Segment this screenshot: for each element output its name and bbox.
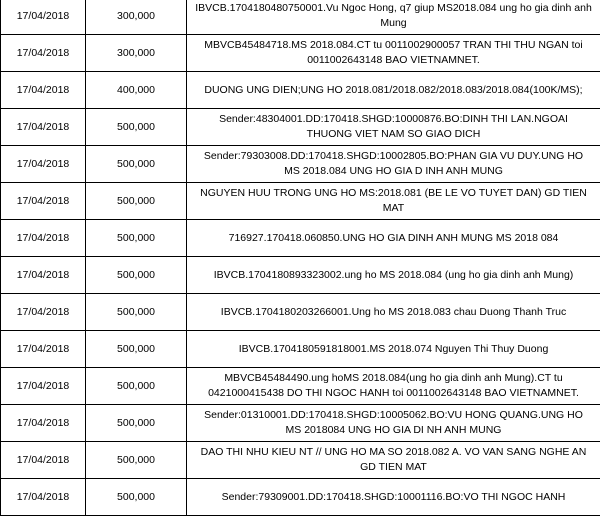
table-row — [1, 479, 600, 516]
description-cell: IBVCB.1704180591818001.MS 2018.074 Nguyen Thi Thuy Duong — [187, 331, 600, 368]
description-cell: Sender:48304001.DD:170418.SHGD:10000876.BO:DINH THI LAN.NGOAI THUONG VIET NAM SO GIAO DICH — [187, 109, 600, 146]
table-row — [1, 331, 600, 368]
date-cell: 17/04/2018 — [1, 183, 86, 220]
date-cell: 17/04/2018 — [1, 220, 86, 257]
table-row — [1, 257, 600, 294]
table-row — [1, 442, 600, 479]
amount-cell: 500,000 — [86, 442, 187, 479]
description-cell: Sender:01310001.DD:170418.SHGD:10005062.BO:VU HONG QUANG.UNG HO MS 2018084 UNG HO GIA DI NH ANH MUNG — [187, 405, 600, 442]
amount-cell: 500,000 — [86, 220, 187, 257]
date-cell: 17/04/2018 — [1, 109, 86, 146]
table-row — [1, 294, 600, 331]
amount-cell: 500,000 — [86, 368, 187, 405]
date-cell: 17/04/2018 — [1, 146, 86, 183]
amount-cell: 500,000 — [86, 146, 187, 183]
table-row — [1, 109, 600, 146]
date-cell: 17/04/2018 — [1, 257, 86, 294]
date-cell: 17/04/2018 — [1, 331, 86, 368]
amount-cell: 500,000 — [86, 257, 187, 294]
description-cell: DAO THI NHU KIEU NT // UNG HO MA SO 2018.082 A. VO VAN SANG NGHE AN GD TIEN MAT — [187, 442, 600, 479]
amount-cell: 500,000 — [86, 294, 187, 331]
date-cell: 17/04/2018 — [1, 72, 86, 109]
description-cell: IBVCB.1704180203266001.Ung ho MS 2018.083 chau Duong Thanh Truc — [187, 294, 600, 331]
date-cell: 17/04/2018 — [1, 0, 86, 35]
table-row — [1, 35, 600, 72]
amount-cell: 300,000 — [86, 0, 187, 35]
table-row — [1, 146, 600, 183]
table-row — [1, 368, 600, 405]
amount-cell: 500,000 — [86, 479, 187, 516]
date-cell: 17/04/2018 — [1, 442, 86, 479]
description-cell: MBVCB45484490.ung hoMS 2018.084(ung ho gia dinh anh Mung).CT tu 0421000415438 DO THI NGOC HANH toi 0011002643148 BAO VIETNAMNET. — [187, 368, 600, 405]
table-row — [1, 0, 600, 35]
description-cell: IBVCB.1704180893323002.ung ho MS 2018.084 (ung ho gia dinh anh Mung) — [187, 257, 600, 294]
description-cell: NGUYEN HUU TRONG UNG HO MS:2018.081 (BE LE VO TUYET DAN) GD TIEN MAT — [187, 183, 600, 220]
amount-cell: 400,000 — [86, 72, 187, 109]
description-cell: 716927.170418.060850.UNG HO GIA DINH ANH MUNG MS 2018 084 — [187, 220, 600, 257]
table-row — [1, 405, 600, 442]
description-cell: DUONG UNG DIEN;UNG HO 2018.081/2018.082/2018.083/2018.084(100K/MS); — [187, 72, 600, 109]
date-cell: 17/04/2018 — [1, 294, 86, 331]
amount-cell: 500,000 — [86, 405, 187, 442]
ledger-body — [1, 0, 600, 516]
date-cell: 17/04/2018 — [1, 35, 86, 72]
amount-cell: 500,000 — [86, 109, 187, 146]
table-row — [1, 220, 600, 257]
amount-cell: 500,000 — [86, 183, 187, 220]
date-cell: 17/04/2018 — [1, 405, 86, 442]
table-row — [1, 72, 600, 109]
description-cell: Sender:79303008.DD:170418.SHGD:10002805.BO:PHAN GIA VU DUY.UNG HO MS 2018.084 UNG HO GIA D INH ANH MUNG — [187, 146, 600, 183]
date-cell: 17/04/2018 — [1, 479, 86, 516]
table-row — [1, 183, 600, 220]
amount-cell: 500,000 — [86, 331, 187, 368]
date-cell: 17/04/2018 — [1, 368, 86, 405]
description-cell: MBVCB45484718.MS 2018.084.CT tu 0011002900057 TRAN THI THU NGAN toi 0011002643148 BAO VIETNAMNET. — [187, 35, 600, 72]
amount-cell: 300,000 — [86, 35, 187, 72]
description-cell: Sender:79309001.DD:170418.SHGD:10001116.BO:VO THI NGOC HANH — [187, 479, 600, 516]
description-cell: IBVCB.1704180480750001.Vu Ngoc Hong, q7 giup MS2018.084 ung ho gia dinh anh Mung — [187, 0, 600, 35]
